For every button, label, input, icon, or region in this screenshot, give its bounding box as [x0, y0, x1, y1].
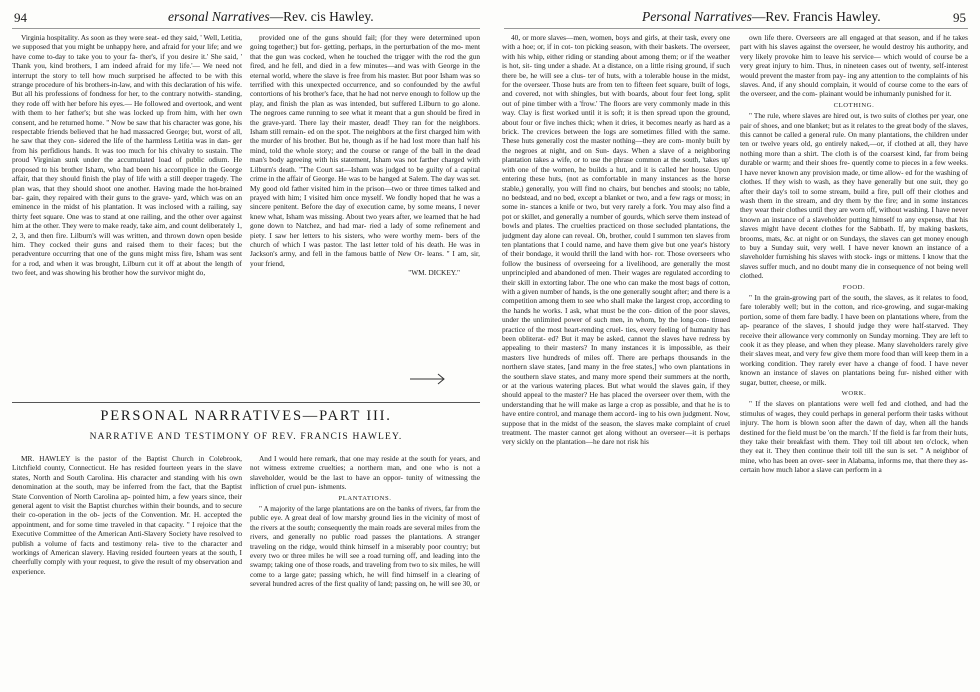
right-page-header: [492, 6, 980, 30]
part-subtitle: NARRATIVE AND TESTIMONY OF REV. FRANCIS HAWLEY.: [89, 432, 403, 442]
left-header-rule: [12, 28, 480, 29]
signature: "WM. DICKEY.": [408, 268, 460, 278]
right-column-2d-text: " If the slaves on plantations were well fed and clothed, and had the stimulus of wages, they could perhaps in general perform their tasks without injury. The horn is blown soon after the dawn of day, when all the hands destined for the field must be 'on the march.' If the field is far from their huts, they take their breakfast with them. They toil till about ten o'clock, when they eat it. They then continue their toil till the sun is set. " A neighbor of mine, who has been an over- seer in Alabama, informs me, that there they as- certain how much labor a slave can perform in a: [740, 399, 968, 475]
left-running-title-rest: —Rev. cis Hawley.: [269, 9, 374, 24]
left-column-1-text: Virginia hospitality. As soon as they were seat- ed they said, ' Well, Letitia, we supposed that you might be unhappy here, and afraid for your life; and we have come to-day to take you to your fa- ther's, if you desire it.' She said, ' Thank you, kind brothers, I am indeed afraid for my life.'— We need not interrupt the story to tell how much surprised he affected to be with this strange procedure of his brothers-in-law, and with this declaration of his wife. But all his professions of fondness for her, to the contrary notwith- standing, they rode off with her before his eyes.— He followed and overtook, and went with them to her father's; but she was locked up from him, with her own consent, and he returned home. " Now be saw that his character was gone, his respectable friends believed that he had massacred George; but, worst of all, he saw that they con- sidered the life of the harmless Letitia was in dan- ger from his perfidious hands. It was too much for his chivalry to sustain. The proud Virginian sunk under the accumulated load of public odium. He proposed to his brother Isham, who had been his accomplice in the George affair, that they should finish the play of life with a still deeper tragedy. The plan was, that they should shoot one another. Having made the hot-brained bar- gain, they repaired with their guns to the grave- yard, which was on an eminence in the midst of his plantation. It was inclosed with a railing, say thirty feet square. One was to stand at one railing, and the other over against him at the other. They were to make ready, take aim, and count deliberately 1, 2, 3, and then fire. Lilburn's will was written, and thrown down open beside him. They cocked their guns and raised them to their faces; but the peradventure occurring that one of the guns might miss fire, Isham was sent for a rod, and when it was brought, Lilburn cut it off at about the length of two feet, and was showing his brother how the survivor might do,: [12, 33, 242, 278]
left-column-2: [250, 33, 480, 395]
left-column-3-text: MR. HAWLEY is the pastor of the Baptist Church in Colebrook, Litchfield county, Connecticut. He has resided fourteen years in the slave states, North and South Carolina. His character and standing with his own denomination at the south, may be inferred from the fact, that the Baptist State Convention of North Carolina ap- pointed him, a few years since, their general agent to visit the Baptist churches within their bounds, and to secure their co-operation in the ob- jects of the Convention. Mr. H. accepted the appointment, and for some time traveled in that capacity. " I rejoice that the Executive Committee of the American Anti-Slavery Society have resolved to publish a volume of facts and testimony rela- tive to the character and workings of American slavery. Having resided fourteen years at the south, I cheerfully comply with your request, to give the result of my observation and experience.: [12, 454, 242, 576]
right-running-title: [642, 9, 881, 25]
left-page-number: 94: [14, 10, 27, 25]
left-running-title: [168, 9, 374, 25]
heading-food: FOOD.: [842, 283, 866, 291]
right-column-2c-text: " In the grain-growing part of the south, the slaves, as it relates to food, fare tolerably well; but in the cotton, and rice-growing, and sugar-making portion, some of them fare badly. I have been on plantations where, from the ap- pearance of the slaves, I should judge they were half-starved. They receive their allowance very commonly on Sunday morning. They are left to cook it as they please, and when they please. Many slaveholders rarely give their slaves meat, and very few give them more food than will keep them in a working condition. They rarely ever have a change of food. I have never known an instance of slaves on plantations being fur- nished either with sugar, butter, cheese, or milk.: [740, 292, 968, 387]
right-page-number: 95: [953, 10, 966, 25]
part-title: PERSONAL NARRATIVES—PART III.: [100, 408, 392, 424]
left-page-header: [0, 6, 492, 30]
left-column-4: [250, 454, 480, 690]
left-column-3: [12, 454, 242, 690]
section-divider: [12, 402, 480, 403]
heading-plantations: PLANTATIONS.: [338, 494, 392, 502]
left-column-4-text: And I would here remark, that one may reside at the south for years, and not witness extreme cruelties; a northern man, and one who is not a slaveholder, would be the last to have an oppor- tunity of witnessing the infliction of cruel pun- ishments.: [250, 454, 480, 492]
right-running-title-italic: Personal Narratives: [642, 9, 752, 24]
flourish-ornament: [408, 372, 448, 391]
right-running-title-rest: —Rev. Francis Hawley.: [751, 9, 881, 24]
heading-work: WORK.: [841, 390, 867, 398]
left-column-1: [12, 33, 242, 395]
right-column-1: [502, 33, 730, 690]
heading-clothing: CLOTHING.: [833, 101, 875, 109]
right-column-1-text: 40, or more slaves—men, women, boys and girls, at their task, every one with a hoe; or, if in cot- ton picking season, with their baskets. The overseer, with his whip, either riding or standing about among them; or if the weather is hot, sit- ting under a shade. At a distance, on a little rising ground, if such there be, he will see a clus- ter of huts, with a tolerable house in the midst, for the overseer. Those huts are from ten to fifteen feet square, built of logs, and covered, not with shingles, but with boards, about four feet long, split out of pine timber with a 'frow.' The floors are very commonly made in this way. Clay is first worked until it is soft; it is then spread upon the ground, about four or five inches thick; when it dries, it becomes nearly as hard as a brick. The crevices between the logs are sometimes filled with the same. These huts generally cost the master nothing—they are com- monly built by the negroes at night, and on Sun- days. When a slave of a neighboring plantation takes a wife, or to use the phrase common at the south, 'takes up' with one of the women, he builds a hut, and it is called her house. Upon entering these huts, (not as comfortable in many instances as the horse stable,) generally, you will find no chairs, but benches and stools; no table, no bedstead, and no bed, except a blanket or two, and a few rags or moss; in some in- stances a knife or two, but very rarely a fork. You may also find a pot or skillet, and generally a number of gourds, which serve them instead of bowls and plates. The cruelties practiced on those secluded plantations, the judgment day alone can reveal. Oh, brother, could I summon ten slaves from ten plantations that I could name, and have them give but one year's history of their bondage, it would thrill the land with hor- ror. Those overseers who follow the business of overseeing for a livelihood, are generally the most unprincipled and abandoned of men. Their wages are regulated according to their skill in extorting labor. The one who can make the most bags of cotton, with a given number of hands, is the one generally sought after; and there is a competition among them to see who shall make the largest crop, according to the hands he works. I ask, what must be the con- dition of the poor slaves, under the unlimited power of such men, in whom, by the long-con- tinued practice of the most heart-rending cruel- ties, every feeling of humanity has been obliterat- ed? But it may be asked, cannot the slaves have redress by appealing to their masters? In many instances it is impossible, as their masters live hundreds of miles off. There are perhaps thousands in the northern slave states, [and many in the free states,] who own plantations in the southern slave states, and many more spend their summers at the north, or at the various watering places. But what would the slaves gain, if they should appeal to the master? He has placed the overseer over them, with the understanding that he will make as large a crop as possible, and that he is to have entire control, and manage them accord- ing to his own judgment. Now, suppose that in the midst of the season, the slaves make complaint of cruel treatment. The master cannot get along without an overseer—it is perhaps very sickly on the plantation—he dare not risk his: [502, 33, 730, 447]
right-column-2: [740, 33, 968, 690]
right-header-rule: [504, 28, 968, 29]
right-column-2a-text: own life there. Overseers are all engaged at that season, and if he takes part with his slaves against the overseer, he would destroy his authority, and very likely provoke him to leave his service— which would of course be a very great injury to him. Thus, in nineteen cases out of twenty, self-interest would prevent the master from pay- ing any attention to the complaints of his slaves. And, if any should complain, it would of course come to the ears of the overseer, and the com- plainant would be inhumanly punished for it.: [740, 33, 968, 99]
right-column-2b-text: " The rule, where slaves are hired out, is two suits of clothes per year, one pair of shoes, and one blanket; but as it relates to the great body of the slaves, this cannot be called a general rule. On many plantations, the children under ten or twelve years old, go entirely naked,—or, if clothed at all, they have nothing more than a shirt. The cloth is of the coarsest kind, far from being durable or warm; and their shoes fre- quently come to pieces in a few weeks. I have never known any provision made, or time allow- ed for the washing of clothes. If they wish to wash, as they have generally but one suit, they go after their day's toil to some stream, build a fire, pull off their clothes and wash them in the stream, and dry them by the fire; and in some instances they wear their clothes until they are worn off, without washing. I have never known an instance of a slaveholder putting himself to any expense, that his slaves might have decent clothes for the Sabbath. If, by making baskets, brooms, mats, &c. at night or on Sundays, the slaves can get money enough to buy a Sunday suit, very well. I have never known an instance of a slaveholder furnishing his slaves with stock- ings or mittens. I know that the slaves suffer much, and no doubt many die in consequence of not being well clothed.: [740, 111, 968, 281]
right-page: [492, 0, 980, 692]
left-running-title-italic: ersonal Narratives: [168, 9, 270, 24]
left-column-2-text: provided one of the guns should fail; (for they were determined upon going together;) but for- getting, perhaps, in the perturbation of the mo- ment that the gun was cocked, when he touched the trigger with the rod the gun fired, and he fell, and died in a few minutes—and was with George in the eternal world, where the slave is free from his master. But poor Isham was so terrified with this unexpected occurrence, and so confounded by the awful contortions of his brother's face, that he had not nerve enough to follow up the play, and finish the plan as was intended, but suffered Lilburn to go alone. The negroes came running to see what it meant that a gun should be fired in the grave-yard. There lay their master, dead! They ran for the neighbors. Isham still remain- ed on the spot. The neighbors at the first charged him with the murder of his brother. But he, though as if he had lost more than half his mind, told the whole story; and the course or range of the ball in the dead man's body agreeing with his statement, Isham was not farther charged with Lilburn's death. "The Court sat—Isham was judged to be guilty of a capital crime in the affair of George. He was to be hanged at Salem. The day was set. My good old father visited him in the prison—two or three times talked and prayed with him; I visited him once myself. We fondly hoped that he was a sincere penitent. Before the day of execution came, by some means, I never knew what, Isham was missing. About two years after, we learned that he had gone down to Natchez, and had mar- ried a lady of some refinement and piety. I saw her letters to his sisters, who were worthy mem- bers of the church of which I was pastor. The last letter told of his death. He was in Jackson's army, and fell in the famous battle of New Or- leans. " I am, sir, your friend,: [250, 33, 480, 268]
left-column-4b-text: " A majority of the large plantations are on the banks of rivers, far from the public eye. A great deal of low marshy ground lies in the vicinity of most of the rivers at the south; consequently the main roads are several miles from the rivers, and generally no public road passes the plantations. A stranger traveling on the ridge, would think himself in a miserably poor country; but every two or three miles he will see a road turning off, and leading into the swamp; taking one of those roads, and traveling from two to six miles, he will come to a large gate; passing which, he will find himself in a clearing of several hundred acres of the first quality of land; passing on, he will see 30, or: [250, 504, 480, 589]
